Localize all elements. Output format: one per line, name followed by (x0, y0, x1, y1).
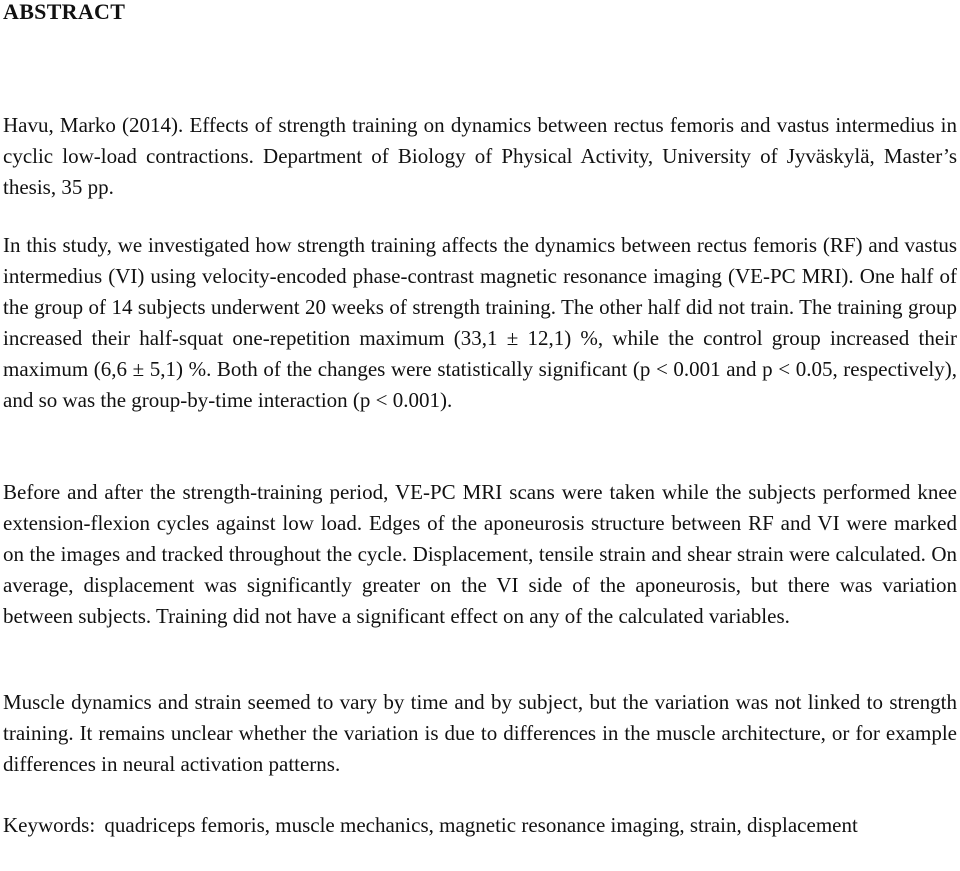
abstract-paragraph-methods: Before and after the strength-training period, VE-PC MRI scans were taken while the subjects performed knee extension-flexion cycles against low load. Edges of the aponeurosis structure between RF and VI were marked on the images and tracked throughout the cycle. Displacement, tensile strain and shear strain were calculated. On average, displacement was significantly greater on the VI side of the aponeurosis, but there was variation between subjects. Training did not have a significant effect on any of the calculated variables. (3, 480, 957, 628)
keywords-label: Keywords: (3, 813, 96, 837)
keywords-list: quadriceps femoris, muscle mechanics, magnetic resonance imaging, strain, displacement (104, 813, 858, 837)
keywords-paragraph (3, 810, 957, 841)
abstract-paragraph-study: In this study, we investigated how strength training affects the dynamics between rectus femoris (RF) and vastus intermedius (VI) using velocity-encoded phase-contrast magnetic resonance imaging (VE-PC MRI). One half of the group of 14 subjects underwent 20 weeks of strength training. The other half did not train. The training group increased their half-squat one-repetition maximum (33,1 ± 12,1) %, while the control group increased their maximum (6,6 ± 5,1) %. Both of the changes were statistically significant (p < 0.001 and p < 0.05, respectively), and so was the group-by-time interaction (p < 0.001). (3, 233, 957, 412)
abstract-heading: ABSTRACT (3, 0, 126, 24)
abstract-page (3, 0, 957, 837)
citation-paragraph: Havu, Marko (2014). Effects of strength training on dynamics between rectus femoris and vastus intermedius in cyclic low-load contractions. Department of Biology of Physical Activity, University of Jyväskylä, Master’s thesis, 35 pp. (3, 113, 957, 199)
abstract-paragraph-conclusion: Muscle dynamics and strain seemed to vary by time and by subject, but the variation was not linked to strength training. It remains unclear whether the variation is due to differences in the muscle architecture, or for example differences in neural activation patterns. (3, 690, 957, 776)
